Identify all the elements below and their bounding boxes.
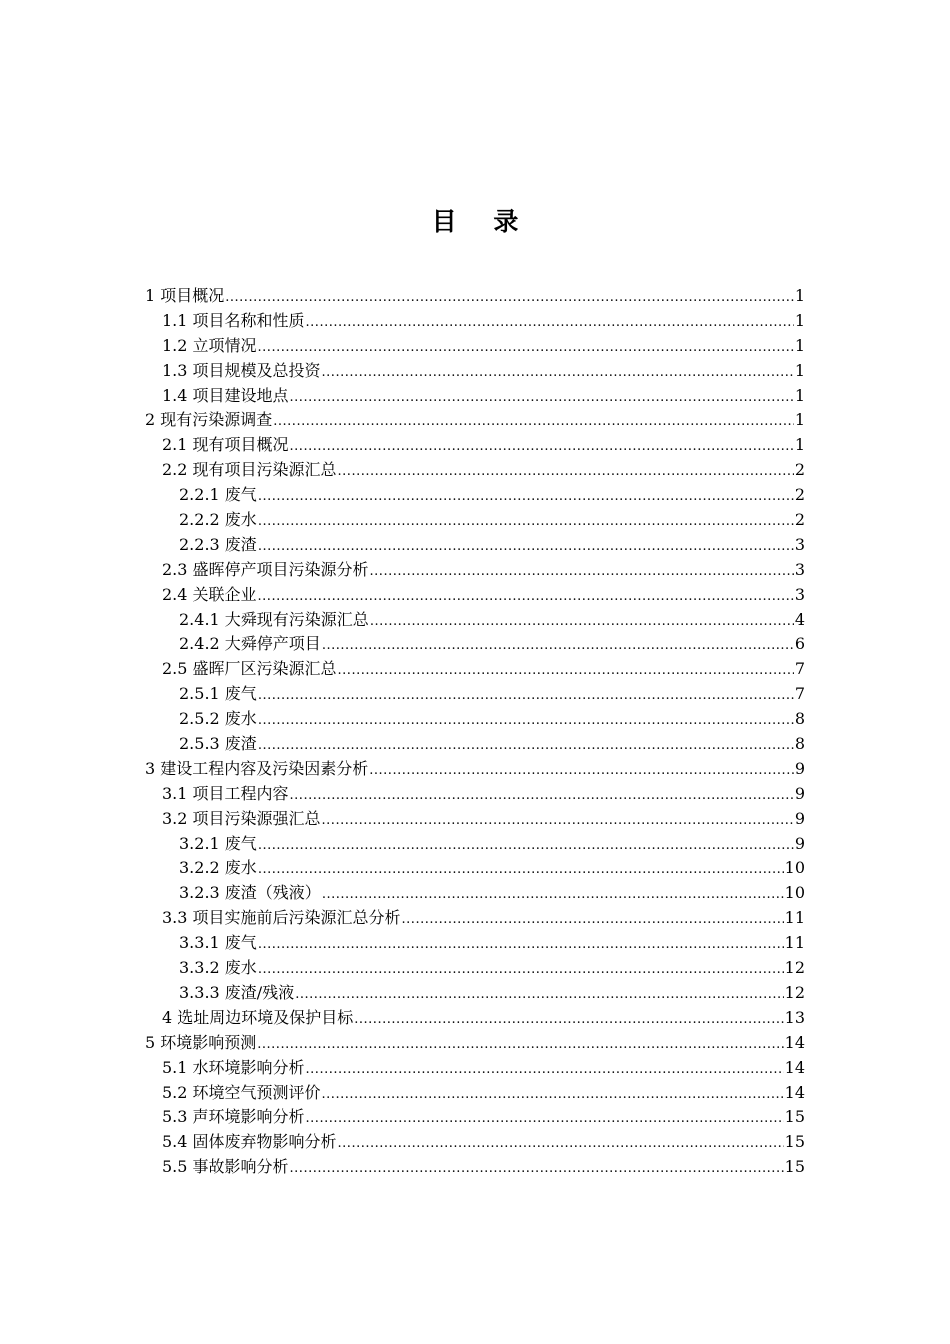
toc-entry[interactable] — [179, 707, 805, 732]
toc-entry[interactable] — [179, 608, 805, 633]
toc-entry[interactable] — [162, 359, 805, 384]
toc-entry-label: 2.2.1 废气 — [179, 485, 257, 505]
toc-entry[interactable] — [179, 508, 805, 533]
toc-dot-leader — [258, 734, 794, 759]
toc-entry[interactable] — [179, 981, 805, 1006]
toc-entry-page-number: 8 — [794, 734, 805, 754]
toc-entry-page-number: 11 — [784, 933, 805, 953]
toc-entry-page-number: 1 — [794, 335, 805, 355]
toc-entry-label: 3 建设工程内容及污染因素分析 — [145, 758, 369, 778]
toc-entry-page-number: 9 — [794, 758, 805, 778]
toc-entry[interactable] — [162, 1081, 805, 1106]
toc-dot-leader — [370, 560, 794, 585]
toc-dot-leader — [322, 809, 794, 834]
toc-entry[interactable] — [162, 433, 805, 458]
toc-entry[interactable] — [145, 408, 805, 433]
toc-entry-page-number: 10 — [784, 858, 805, 878]
toc-entry-label: 2.3 盛晖停产项目污染源分析 — [162, 559, 369, 579]
toc-entry[interactable] — [179, 832, 805, 857]
toc-dot-leader — [306, 1107, 784, 1132]
toc-entry[interactable] — [162, 334, 805, 359]
toc-entry-label: 5 环境影响预测 — [145, 1032, 257, 1052]
toc-entry-page-number: 1 — [794, 435, 805, 455]
toc-entry[interactable] — [179, 881, 805, 906]
toc-entry-page-number: 4 — [794, 609, 805, 629]
toc-entry[interactable] — [162, 309, 805, 334]
toc-entry-page-number: 7 — [794, 659, 805, 679]
toc-entry-page-number: 13 — [784, 1007, 805, 1027]
toc-dot-leader — [257, 1033, 783, 1058]
toc-entry-page-number: 3 — [794, 584, 805, 604]
toc-entry-label: 3.2.2 废水 — [179, 858, 257, 878]
toc-entry[interactable] — [179, 533, 805, 558]
toc-entry[interactable] — [179, 682, 805, 707]
toc-entry[interactable] — [145, 757, 805, 782]
toc-entry-page-number: 3 — [794, 559, 805, 579]
toc-entry-label: 2.5 盛晖厂区污染源汇总 — [162, 659, 337, 679]
toc-entry-label: 5.3 声环境影响分析 — [162, 1107, 305, 1127]
toc-entry-label: 2.4.2 大舜停产项目 — [179, 634, 321, 654]
toc-entry-label: 3.1 项目工程内容 — [162, 783, 289, 803]
toc-entry-label: 3.3.2 废水 — [179, 958, 257, 978]
toc-entry-page-number: 1 — [794, 310, 805, 330]
toc-list — [0, 284, 950, 1180]
toc-entry[interactable] — [162, 558, 805, 583]
toc-entry-label: 1.4 项目建设地点 — [162, 385, 289, 405]
toc-entry-page-number: 6 — [794, 634, 805, 654]
toc-entry[interactable] — [179, 483, 805, 508]
toc-entry-label: 2.4 关联企业 — [162, 584, 257, 604]
toc-entry-label: 5.1 水环境影响分析 — [162, 1057, 305, 1077]
toc-dot-leader — [322, 634, 794, 659]
toc-dot-leader — [295, 983, 783, 1008]
toc-entry-page-number: 9 — [794, 808, 805, 828]
toc-dot-leader — [225, 286, 794, 311]
toc-entry-page-number: 1 — [794, 410, 805, 430]
toc-dot-leader — [273, 410, 794, 435]
toc-entry[interactable] — [179, 931, 805, 956]
toc-entry[interactable] — [162, 583, 805, 608]
toc-entry-page-number: 10 — [784, 883, 805, 903]
toc-entry-page-number: 2 — [794, 485, 805, 505]
toc-entry-label: 3.2 项目污染源强汇总 — [162, 808, 321, 828]
toc-entry-label: 2 现有污染源调查 — [145, 410, 273, 430]
toc-entry-page-number: 1 — [794, 385, 805, 405]
toc-entry-label: 2.1 现有项目概况 — [162, 435, 289, 455]
toc-entry-page-number: 2 — [794, 460, 805, 480]
toc-dot-leader — [322, 361, 794, 386]
toc-entry[interactable] — [162, 384, 805, 409]
toc-entry-label: 3.3 项目实施前后污染源汇总分析 — [162, 908, 401, 928]
toc-entry-page-number: 14 — [784, 1057, 805, 1077]
toc-dot-leader — [258, 933, 784, 958]
toc-dot-leader — [338, 1132, 784, 1157]
toc-entry[interactable] — [179, 732, 805, 757]
toc-dot-leader — [306, 1058, 784, 1083]
toc-dot-leader — [258, 858, 784, 883]
toc-dot-leader — [290, 1157, 784, 1182]
toc-entry-page-number: 12 — [784, 982, 805, 1002]
toc-entry-label: 3.3.1 废气 — [179, 933, 257, 953]
toc-entry-page-number: 15 — [784, 1157, 805, 1177]
toc-entry[interactable] — [145, 284, 805, 309]
toc-entry[interactable] — [162, 1056, 805, 1081]
toc-entry-page-number: 1 — [794, 286, 805, 305]
toc-entry[interactable] — [162, 1105, 805, 1130]
toc-entry-label: 2.5.2 废水 — [179, 709, 257, 729]
toc-entry-page-number: 15 — [784, 1132, 805, 1152]
toc-entry[interactable] — [145, 1031, 805, 1056]
toc-entry-page-number: 12 — [784, 958, 805, 978]
toc-entry-page-number: 9 — [794, 783, 805, 803]
toc-entry[interactable] — [162, 906, 805, 931]
toc-entry-label: 3.2.1 废气 — [179, 833, 257, 853]
toc-dot-leader — [354, 1008, 783, 1033]
toc-dot-leader — [258, 485, 794, 510]
toc-dot-leader — [258, 834, 794, 859]
toc-entry-label: 2.5.3 废渣 — [179, 734, 257, 754]
toc-entry-page-number: 1 — [794, 360, 805, 380]
toc-dot-leader — [338, 659, 794, 684]
toc-dot-leader — [258, 709, 794, 734]
toc-dot-leader — [258, 958, 784, 983]
toc-dot-leader — [370, 610, 794, 635]
toc-dot-leader — [258, 684, 794, 709]
toc-title: 目 录 — [431, 207, 533, 236]
toc-entry-page-number: 3 — [794, 534, 805, 554]
toc-entry-label: 5.2 环境空气预测评价 — [162, 1082, 321, 1102]
toc-entry-page-number: 11 — [784, 908, 805, 928]
toc-entry[interactable] — [162, 1006, 805, 1031]
toc-dot-leader — [258, 585, 794, 610]
toc-entry-label: 5.5 事故影响分析 — [162, 1157, 289, 1177]
toc-dot-leader — [258, 510, 794, 535]
toc-dot-leader — [258, 535, 794, 560]
toc-entry[interactable] — [179, 632, 805, 657]
toc-dot-leader — [290, 435, 794, 460]
toc-entry[interactable] — [162, 782, 805, 807]
toc-entry-label: 1.3 项目规模及总投资 — [162, 360, 321, 380]
toc-entry-label: 3.2.3 废渣（残液） — [179, 883, 321, 903]
toc-dot-leader — [338, 460, 794, 485]
toc-dot-leader — [322, 1083, 784, 1108]
toc-entry-page-number: 14 — [784, 1082, 805, 1102]
toc-dot-leader — [290, 386, 794, 411]
toc-entry[interactable] — [162, 458, 805, 483]
toc-entry-label: 5.4 固体废弃物影响分析 — [162, 1132, 337, 1152]
toc-entry-label: 1.1 项目名称和性质 — [162, 310, 305, 330]
toc-entry-label: 4 选址周边环境及保护目标 — [162, 1007, 354, 1027]
toc-dot-leader — [306, 311, 794, 336]
toc-entry-page-number: 2 — [794, 510, 805, 530]
toc-dot-leader — [322, 883, 784, 908]
toc-entry-page-number: 15 — [784, 1107, 805, 1127]
toc-entry-label: 2.2.3 废渣 — [179, 534, 257, 554]
toc-entry-label: 3.3.3 废渣/残液 — [179, 982, 295, 1002]
toc-entry-page-number: 7 — [794, 684, 805, 704]
toc-entry-label: 2.4.1 大舜现有污染源汇总 — [179, 609, 369, 629]
toc-entry[interactable] — [162, 1130, 805, 1155]
toc-entry[interactable] — [162, 807, 805, 832]
toc-entry[interactable] — [162, 1155, 805, 1180]
toc-dot-leader — [369, 759, 794, 784]
toc-entry-label: 1.2 立项情况 — [162, 335, 257, 355]
toc-entry-label: 2.2 现有项目污染源汇总 — [162, 460, 337, 480]
toc-entry[interactable] — [179, 856, 805, 881]
toc-entry[interactable] — [162, 657, 805, 682]
toc-entry-label: 2.5.1 废气 — [179, 684, 257, 704]
toc-dot-leader — [402, 908, 784, 933]
toc-entry-page-number: 9 — [794, 833, 805, 853]
toc-entry-label: 1 项目概况 — [145, 286, 225, 305]
toc-entry[interactable] — [179, 956, 805, 981]
toc-dot-leader — [290, 784, 794, 809]
toc-dot-leader — [258, 336, 794, 361]
toc-entry-page-number: 8 — [794, 709, 805, 729]
toc-entry-page-number: 14 — [784, 1032, 805, 1052]
toc-entry-label: 2.2.2 废水 — [179, 510, 257, 530]
